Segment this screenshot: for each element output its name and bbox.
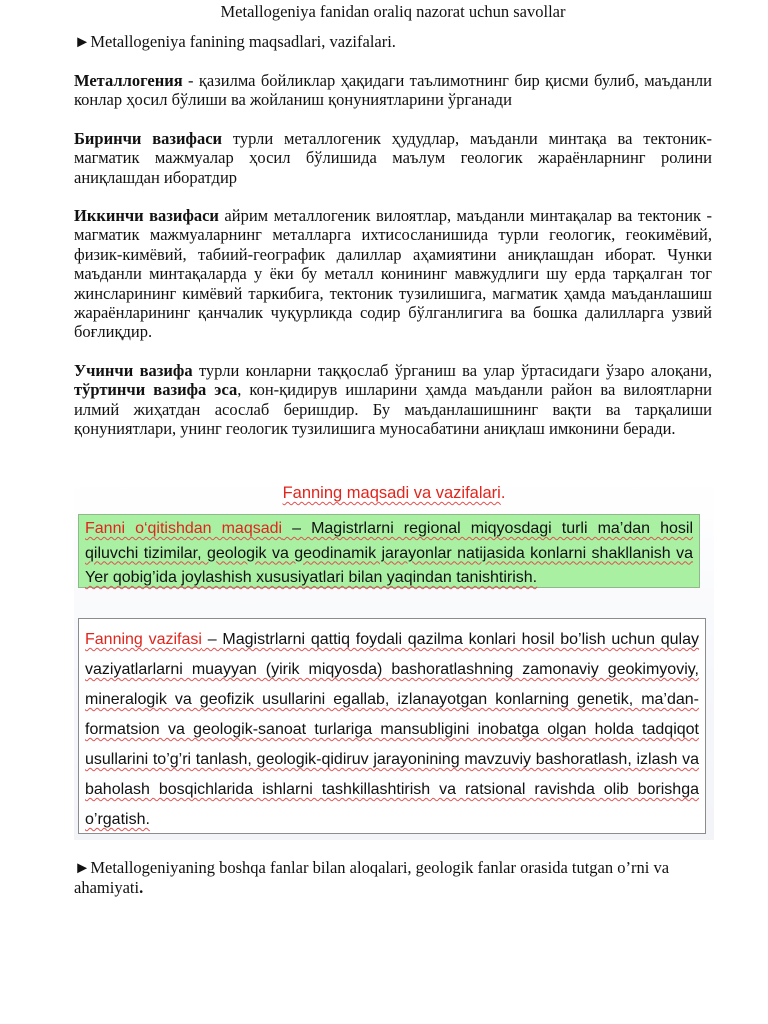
document-page [74, 0, 712, 439]
paragraph-text-2: , кон-қидирув ишларини ҳамда маъданли район ва вилоятларни илмий жиҳатдан асослаб беришдир. Бу маъданлашишнинг вақти ва тарқалиши қонуниятлари, унинг геологик тузилишига муносабатини аниқлаш имконини беради. [74, 380, 712, 439]
paragraph-lead: Металлогения [74, 71, 183, 90]
question-1 [74, 32, 712, 52]
bullet-marker-icon: ► [74, 858, 91, 877]
paragraph-third-task [74, 361, 712, 439]
paragraph-first-task [74, 129, 712, 187]
slide-title [74, 484, 714, 503]
question-2-tail: . [139, 878, 144, 897]
paragraph-definition [74, 71, 712, 110]
slide-task-box [78, 618, 706, 834]
slide-title-text: Fanning maqsadi va vazifalari [282, 484, 501, 502]
document-title: Metallogeniya fanidan oraliq nazorat uchun savollar [220, 2, 566, 21]
paragraph-text: турли конларни таққослаб ўрганиш ва улар ўртасидаги ўзаро алоқани, [192, 360, 712, 380]
paragraph-lead: Биринчи вазифаси [74, 128, 223, 148]
paragraph-lead: Иккинчи вазифаси [74, 206, 219, 226]
embedded-slide-image [74, 480, 714, 840]
paragraph-lead: Учинчи вазифа [74, 360, 193, 380]
paragraph-second-task [74, 206, 712, 342]
paragraph-text: - қазилма бойликлар ҳақидаги таълимотнинг бир қисми булиб, маъданли конлар ҳосил бўлиши ва жойланиш қонуниятларини ўрганади [74, 71, 712, 110]
paragraph-text: турли металлогеник ҳудудлар, маъданли минтақа ва тектоник-магматик мажмуалар ҳосил бўлишида маълум геологик жараёнларнинг ролини аниқлашдан иборатдир [74, 128, 712, 187]
paragraph-lead-2: тўртинчи вазифа эса [74, 380, 238, 400]
goal-lead: Fanni o‘qitishdan maqsadi [85, 520, 283, 537]
slide-title-dot: . [500, 484, 506, 502]
question-1-text: Metallogeniya fanining maqsadlari, vazifalari. [90, 32, 396, 51]
bullet-marker-icon: ► [74, 32, 91, 51]
task-lead: Fanning vazifasi [85, 631, 202, 648]
slide-goal-box [78, 514, 700, 588]
question-2-text: Metallogeniyaning boshqa fanlar bilan aloqalari, geologik fanlar orasida tutgan o’rni va ahamiyati [74, 858, 670, 897]
question-2 [74, 858, 712, 898]
goal-text: – Magistrlarni regional miqyosdagi turli ma’dan hosil qiluvchi tizimilar, geologik va geodinamik jarayonlar natijasida konlarni shakllanish va Yer qobig’ida joylashish xususiyatlari bilan yaqindan tanishtirish. [85, 520, 694, 586]
paragraph-text: айрим металлогеник вилоятлар, маъданли минтақалар ва тектоник - магматик мажмуаларнинг металларга ихтисосланишида турли геологик, геокимёвий, физик-кимёвий, табиий-географик далиллар аҳамиятини аниқлашдан иборат. Чунки маъданли минтақаларда у ёки бу металл конининг мавжудлиги шу ерда тарқалган тог жинсларининг кимёвий таркибига, тектоник тузилишига, магматик ҳамда маъданлашиш жараёнларининг қанчалик чуқурликда содир бўлганлигига ва бошка далилларга узвий боғлиқдир. [74, 206, 713, 342]
task-text: – Magistrlarni qattiq foydali qazilma konlari hosil bo’lish uchun qulay vaziyatlarlarni muayyan (yirik miqyosda) bashoratlashning zamonaviy geokimyoviy, mineralogik va geofizik usullarini egallab, izlanayotgan konlarning genetik, ma’dan-formatsion va geologik-sanoat turlariga mansubligini inobatga olgan holda tadqiqot usullarini to’g’ri tanlash, geologik-qidiruv jarayonining mavzuviy bashoratlash, izlash va baholash bosqichlarida ishlarni tashkillashtirish va ratsional ravishda olib borishga o’rgatish. [85, 631, 699, 828]
